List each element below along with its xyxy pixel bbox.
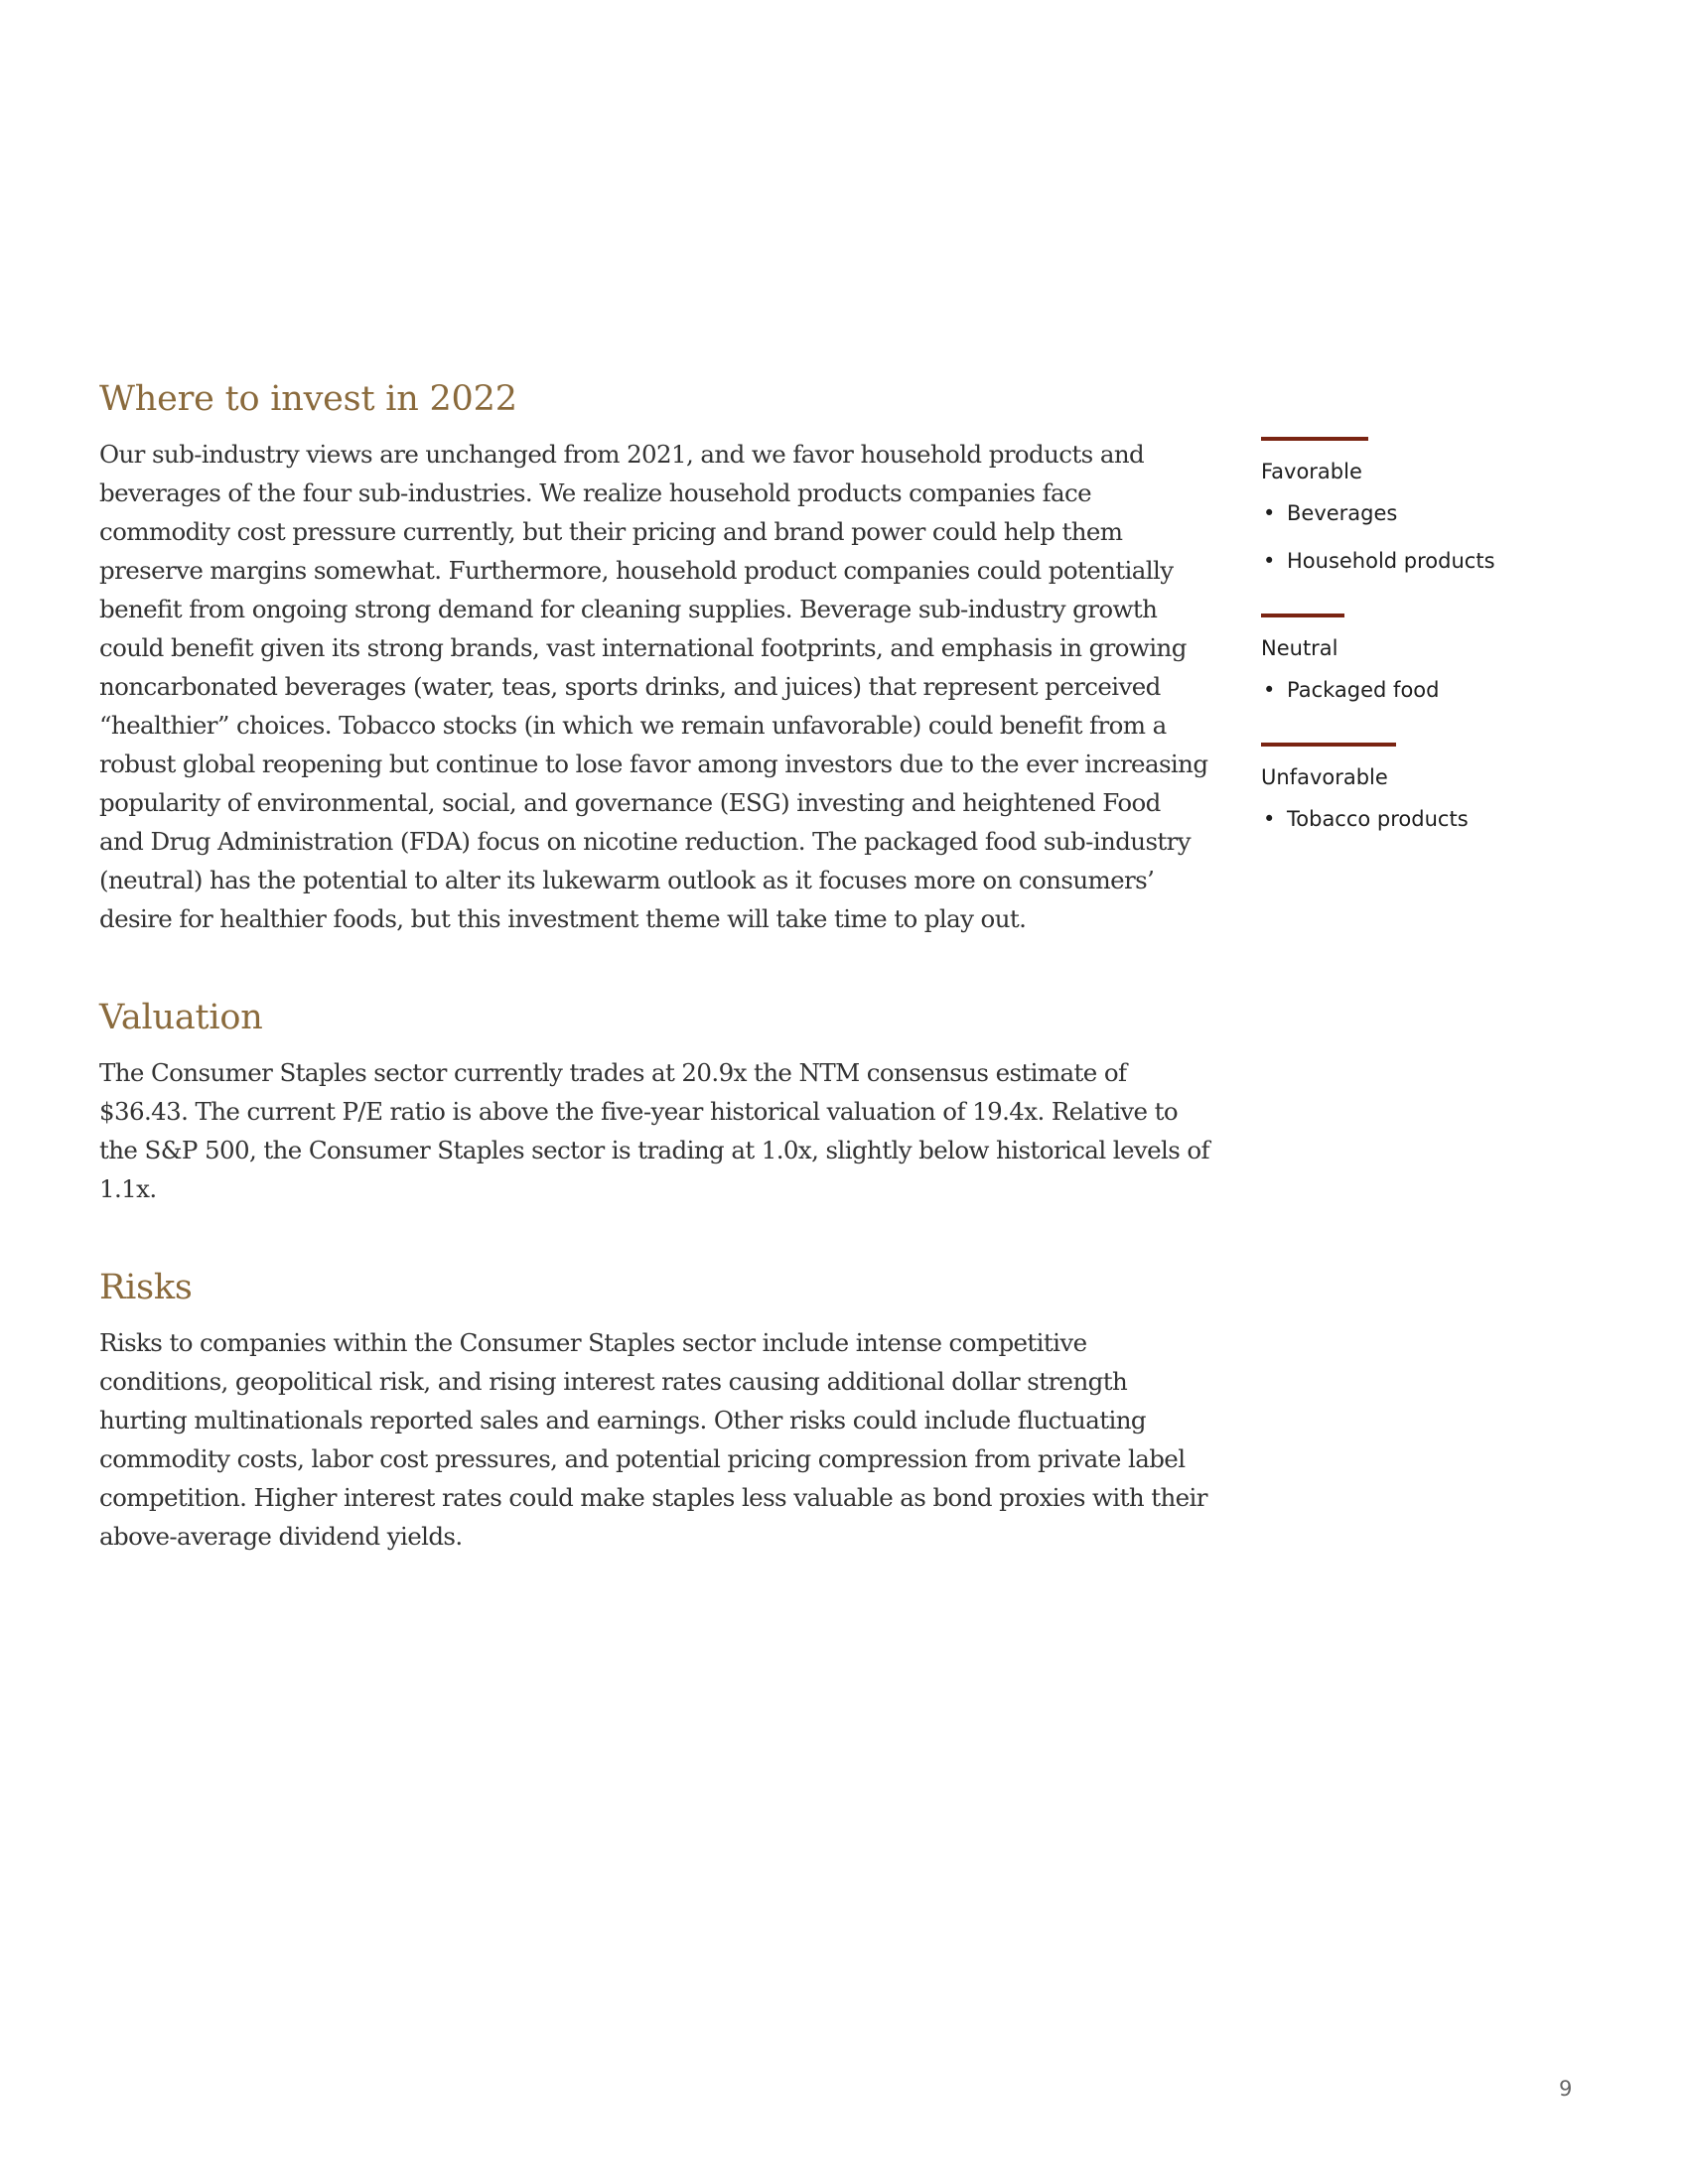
section-valuation bbox=[99, 996, 1211, 1208]
main-column bbox=[99, 377, 1211, 1613]
favorable-divider bbox=[1261, 437, 1368, 441]
neutral-list bbox=[1261, 675, 1579, 705]
section-where-to-invest bbox=[99, 377, 1211, 938]
page-number: 9 bbox=[1559, 2077, 1573, 2101]
rating-group-favorable bbox=[1261, 437, 1579, 576]
valuation-body: The Consumer Staples sector currently trades at 20.9x the NTM consensus estimate of $36.43. The current P/E ratio is above the five-year historical valuation of 19.4x. Relative to the S&P 500, the Consumer Staples sector is trading at 1.0x, slightly below historical levels of 1.1x. bbox=[99, 1058, 1210, 1203]
risks-heading: Risks bbox=[99, 1268, 193, 1307]
unfavorable-divider bbox=[1261, 743, 1396, 747]
favorable-title: Favorable bbox=[1261, 460, 1362, 483]
risks-body: Risks to companies within the Consumer Staples sector include intense competitive conditions, geopolitical risk, and rising interest rates causing additional dollar strength hurting multinationals reported sales and earnings. Other risks could include fluctuating commodity costs, labor cost pressures, and potential pricing compression from private label competition. Higher interest rates could make staples less valuable as bond proxies with their above-average dividend yields. bbox=[99, 1328, 1207, 1551]
unfavorable-title: Unfavorable bbox=[1261, 765, 1388, 789]
sub-industry-ratings-sidebar bbox=[1261, 437, 1579, 872]
rating-group-unfavorable bbox=[1261, 743, 1579, 834]
valuation-heading: Valuation bbox=[99, 998, 263, 1037]
rating-group-neutral bbox=[1261, 614, 1579, 705]
neutral-divider bbox=[1261, 614, 1344, 617]
unfavorable-list bbox=[1261, 804, 1579, 834]
list-item: • Beverages bbox=[1261, 498, 1579, 528]
where-to-invest-body: Our sub-industry views are unchanged from 2021, and we favor household products and beverages of the four sub-industries. We realize household products companies face commodity cost pressure currently, but their pricing and brand power could help them preserve margins somewhat. Furthermore, household product companies could potentially benefit from ongoing strong demand for cleaning supplies. Beverage sub-industry growth could benefit given its strong brands, vast international footprints, and emphasis in growing noncarbonated beverages (water, teas, sports drinks, and juices) that represent perceived “healthier” choices. Tobacco stocks (in which we remain unfavorable) could benefit from a robust global reopening but continue to lose favor among investors due to the ever increasing popularity of environmental, social, and governance (ESG) investing and heightened Food and Drug Administration (FDA) focus on nicotine reduction. The packaged food sub-industry (neutral) has the potential to alter its lukewarm outlook as it focuses more on consumers’ desire for healthier foods, but this investment theme will take time to play out. bbox=[99, 440, 1208, 933]
neutral-title: Neutral bbox=[1261, 636, 1338, 660]
where-to-invest-heading: Where to invest in 2022 bbox=[99, 379, 517, 419]
list-item: • Packaged food bbox=[1261, 675, 1579, 705]
list-item: • Tobacco products bbox=[1261, 804, 1579, 834]
favorable-list bbox=[1261, 498, 1579, 576]
section-risks bbox=[99, 1266, 1211, 1556]
list-item: • Household products bbox=[1261, 546, 1579, 576]
